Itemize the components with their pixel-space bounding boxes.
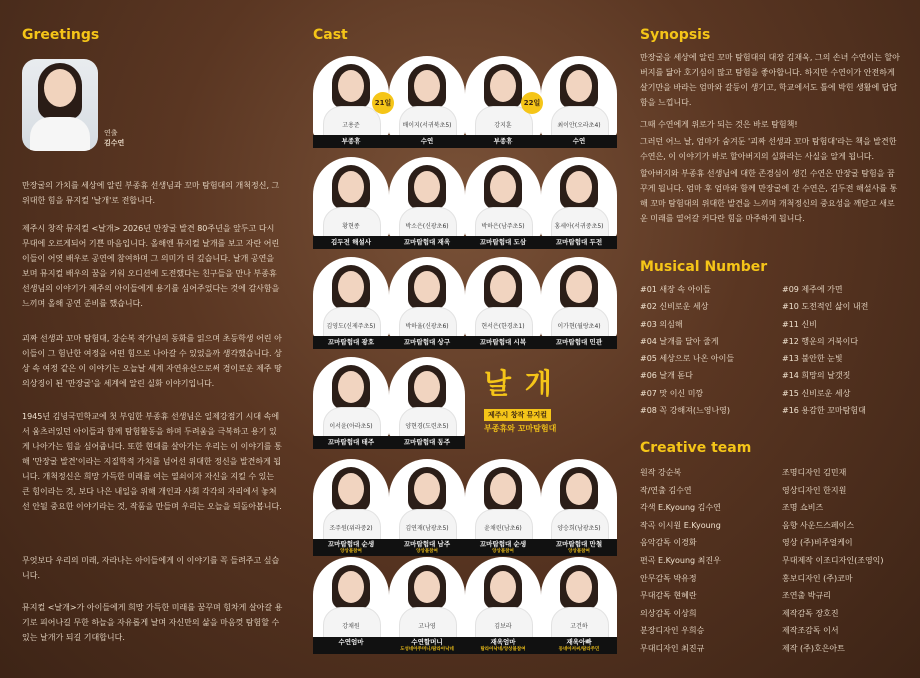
cast-name: 이가현(월랑초4) [557,323,601,330]
cast-card [465,557,541,652]
cast-name: 고건하 [570,623,588,630]
cast-role-label: 꼬마탐험대 태주 [327,438,375,446]
cast-card [465,157,541,249]
musical-number-item: #14 희망의 날갯짓 [782,371,851,381]
cast-card [465,459,541,554]
cast-role-label: 재욱엄마 [490,638,516,646]
cast-role-label: 꼬마탐험대 남주 [403,540,451,548]
cast-role-sub: 앙상블참여 [492,549,514,554]
cast-card [541,257,617,349]
cast-role [389,336,465,349]
creative-team-item: 각색 E.Kyoung 김수연 [640,503,721,513]
synopsis-paragraph: 그러던 어느 날, 엄마가 숨겨둔 '괴짜 선생과 꼬마 탐험대'라는 책을 발견한 수연은, 이 이야기가 바로 할아버지의 실화라는 사실을 알게 됩니다. [640,137,897,161]
musical-number-item: #05 세상으로 나온 아이들 [640,354,735,364]
date-badge-21: 21일 [372,92,394,114]
cast-name: 양승희(남광초5) [557,525,601,532]
creative-team-item: 조명 쇼비즈 [782,503,824,513]
cast-role [313,539,389,556]
cast-role [541,135,617,148]
musical-number-item: #11 신비 [782,319,817,329]
creative-team-item: 홍보디자인 (주)코마 [782,573,853,583]
creative-team-item: 원작 강순복 [640,468,682,477]
musical-number-item: #10 도전적인 삶이 내전 [782,302,869,312]
cast-role [313,436,389,449]
cast-card [313,459,389,554]
creative-team-list-left [640,464,780,658]
cast-name: 박하율(신광초6) [405,323,449,330]
cast-role [389,436,465,449]
synopsis-paragraph: 그때 수연에게 위로가 되는 것은 바로 탐험책! [640,120,798,129]
greeting-paragraph: 뮤지컬 <날개>가 아이들에게 희망 가득한 미래를 꿈꾸며 힘차게 살아갈 용기로 피어나길 무한 하늘을 자유롭게 날며 자신만의 삶을 마음껏 탐험할 수 있는 날개가 되길 기대합니다. [22,603,283,642]
cast-role [465,637,541,654]
cast-name: 박소은(신광초6) [405,223,449,230]
cast-card [389,157,465,249]
cast-card [541,557,617,652]
cast-role [313,336,389,349]
cast-role-sub: 앙상블참여 [568,549,590,554]
musical-number-item: #13 불안한 눈빛 [782,354,843,364]
cast-card [541,157,617,249]
cast-role-label: 부종휴 [341,137,361,145]
cast-role [389,637,465,654]
creative-team-item: 음향 사운드스페이스 [782,520,855,530]
cast-name: 양현경(도련초5) [405,423,449,430]
cast-card [541,56,617,148]
cast-role-label: 부종휴 [493,137,513,145]
logo-line1: 제주시 창작 뮤지컬 [484,409,551,421]
cast-card [541,459,617,554]
cast-role-label: 꼬마탐험대 순생 [479,540,527,548]
cast-card [465,257,541,349]
creative-team-item: 안무감독 박유정 [640,573,697,583]
musical-number-item: #01 새장 속 아이들 [640,285,711,294]
creative-team-item: 영상 (주)비주얼케이 [782,538,853,548]
cast-card [313,157,389,249]
cast-role [541,637,617,654]
creative-team-item: 음악감독 이경화 [640,538,697,548]
cast-role-label: 수연 [420,137,434,145]
cast-role-sub: 앙상블참여 [416,549,438,554]
cast-name: 김연재(남광초5) [405,525,449,532]
cast-name: 홍세아(서귀중초5) [554,223,604,230]
cast-role-label: 꼬마탐험대 동주 [403,438,451,446]
creative-team-item: 분장디자인 우희승 [640,626,705,636]
cast-role-label: 꼬마탐험대 상구 [403,338,451,346]
musical-number-item: #16 용감한 꼬마탐험대 [782,406,866,416]
cast-name: 배이지(서귀북초5) [402,122,452,129]
creative-team-item: 무대디자인 최진규 [640,643,705,653]
cast-role-label: 수연엄마 [338,638,364,646]
cast-role [313,135,389,148]
director-name: 김수연 [104,139,125,147]
greeting-paragraph: 1945년 김녕국민학교에 첫 부임한 부종휴 선생님은 일제강점기 시대 속에서 움츠러있던 아이들과 함께 탐험활동을 하며 두려움을 극복하고 용기 있게 나아가는 힘을 심어줍니다. 또한 현대를 살아가는 우리는 이 이야기를 통해 '만장굴 발견'이라는 지질학적 가치를 넘어선 위대한 정신을 발견하게 됩니다. 개척정신은 희망 가득한 미래를 여는 열쇠이자 자신을 지킬 수 있는 큰 힘이라는 것, 보다 나은 내일을 위해 개인과 사회 각각의 자리에서 놓쳐선 안될 중요한 이야기라는 것, 작품을 만들며 우리는 오늘을 되돌아봅니다. [22,412,282,511]
creative-team-item: 작/연출 김수연 [640,485,692,495]
cast-role-label: 꼬마탐험대 시복 [479,338,527,346]
cast-role [389,236,465,249]
cast-role [313,637,389,654]
cast-role-label: 꼬마탐험대 두전 [555,238,603,246]
musical-number-item: #04 날개를 달아 줄게 [640,336,719,346]
creative-team-item: 제작 (주)호은아트 [782,643,845,653]
musical-number-item: #03 의심해 [640,319,683,329]
cast-role-label: 꼬마탐험대 재욱 [403,238,451,246]
cast-name: 강채원 [342,623,360,630]
creative-team-item: 제작조감독 이서 [782,626,839,636]
cast-role [465,336,541,349]
greeting-paragraph: 만장굴의 가치를 세상에 알린 부종휴 선생님과 꼬마 탐험대의 개척정신, 그 위대한 힘을 뮤지컬 '날개'로 전합니다. [22,181,280,205]
cast-card [389,56,465,148]
cast-name: 김보라 [494,623,512,630]
musical-number-list-left [640,281,780,419]
greeting-paragraph: 제주시 창작 뮤지컬 <날개> 2026년 만장굴 발견 80주년을 앞두고 다시 무대에 오르게되어 기쁜 마음입니다. 올해엔 뮤지컬 날개를 보고 자란 어린이들이 어엿 배우로 공연에 참여하며 그 의미가 더 깊습니다. 날개 공연을 보며 뮤지컬 배우의 꿈을 키워 오디션에 도전했다는 친구들을 만나 부종휴 선생님의 이야기가 제주의 아이들에게 용기를 심어주었다는 것에 감사함을 느끼며 올해 공연 준비를 했습니다. [22,224,280,308]
cast-role-label: 꼬마탐험대 민관 [555,338,603,346]
cast-name: 최이안(오라초4) [557,122,601,129]
synopsis-heading: Synopsis [640,27,711,43]
creative-team-item: 편곡 E.Kyoung 최진우 [640,555,721,565]
creative-team-item: 제작감독 장호진 [782,608,839,618]
cast-heading: Cast [313,27,348,43]
musical-number-heading: Musical Number [640,259,768,275]
creative-team-item: 무대감독 현혜란 [640,591,697,601]
creative-team-item: 영상디자인 한지원 [782,485,847,495]
musical-number-item: #06 날개 돋다 [640,371,693,381]
cast-name: 고나영 [418,623,436,630]
cast-role-sub: 탐라아낙네/앙상블참여 [480,647,526,652]
cast-role [389,539,465,556]
synopsis-paragraph: 만장굴을 세상에 알린 꼬마 탐험대의 대장 김재욱, 그의 손녀 수연이는 할아버지를 닮아 호기심이 많고 탐험을 좋아합니다. 하지만 수연이가 안전하게 살기만을 바라는 엄마와 갈등이 생기고, 학교에서도 틀에 박힌 생활에 답답함을 느낍니다. [640,53,900,107]
cast-role-sub: 동네아저씨/탐라주민 [558,647,600,652]
cast-name: 이서윤(아라초5) [329,423,373,430]
greetings-heading: Greetings [22,27,100,43]
cast-role [465,236,541,249]
cast-name: 윤채린(남초6) [484,525,522,532]
creative-team-item: 조연출 박규리 [782,591,831,601]
creative-team-item: 작곡 이시원 E.Kyoung [640,520,721,530]
cast-role [541,336,617,349]
cast-name: 고용준 [342,122,360,129]
cast-card [389,459,465,554]
cast-card [313,557,389,649]
creative-team-item: 무대제작 이조디자인(조영익) [782,555,884,565]
cast-card [389,357,465,449]
show-logo [484,362,576,432]
cast-card [313,357,389,449]
cast-role-label: 수연 [572,137,586,145]
logo-title: 날 개 [484,367,554,400]
logo-line2: 부종휴와 꼬마탐험대 [484,424,557,433]
cast-role-label: 꼬마탐험대 도삼 [479,238,527,246]
cast-name: 김영도(신제주초5) [326,323,376,330]
cast-name: 강지훈 [494,122,512,129]
cast-role-label: 수연할머니 [411,638,443,646]
cast-role-sub: 도성네아주머니/탐라아낙네 [400,647,454,652]
creative-team-list-right [782,464,912,658]
cast-role-label: 꼬마탐험대 광호 [327,338,375,346]
musical-number-item: #02 신비로운 세상 [640,302,709,312]
musical-number-item: #08 꼭 강해져(느영나영) [640,406,731,416]
musical-number-item: #15 신비로운 세상 [782,388,851,398]
cast-role-label: 꼬마탐험대 순생 [327,540,375,548]
date-badge-22: 22일 [521,92,543,114]
cast-role-label: 재욱아빠 [566,638,592,646]
cast-role [465,539,541,556]
cast-role-sub: 앙상블참여 [340,549,362,554]
cast-name: 현서은(한경초1) [481,323,525,330]
creative-team-item: 의상감독 이상희 [640,608,697,618]
cast-card [389,557,465,652]
cast-role [465,135,541,148]
cast-card [389,257,465,349]
cast-role-label: 김두전 해설사 [331,238,371,246]
musical-number-item: #09 제주에 가면 [782,285,843,294]
musical-number-item: #07 맛 이신 미깡 [640,388,704,398]
cast-name: 박하은(남주초5) [481,223,525,230]
cast-role [313,236,389,249]
greeting-paragraph: 무엇보다 우리의 미래, 자라나는 아이들에게 이 이야기를 꼭 들려주고 싶습니다. [22,556,280,580]
cast-name: 조주원(위라중2) [329,525,373,532]
creative-team-item: 조명디자인 김민재 [782,468,847,477]
cast-name: 황현종 [342,223,360,230]
cast-role [541,236,617,249]
cast-card [313,257,389,349]
musical-number-item: #12 행운의 거북이다 [782,336,859,346]
cast-role [389,135,465,148]
creative-team-heading: Creative team [640,440,752,456]
greeting-paragraph: 괴짜 선생과 꼬마 탐험대, 강순복 작가님의 동화를 읽으며 초등학생 어린 아이들이 그 험난한 여정을 어떤 힘으로 나아갈 수 있었을까 생각했습니다. 상상 속 여정 같은 이 이야기는 오늘날 세계 자연유산으로써 경이로운 제주 땅의상징이 된 '만장굴'을 세계에 알린 실화 이야기입니다. [22,334,282,388]
director-role: 연출 [104,129,118,137]
musical-number-list-right [782,281,912,419]
cast-role-label: 꼬마탐험대 만철 [555,540,603,548]
synopsis-paragraph: 할아버지와 부종휴 선생님에 대한 존경심이 생긴 수연은 만장굴 탐험을 꿈꾸게 됩니다. 엄마 후 엄마와 함께 만장굴에 간 수연은, 김두전 해설사를 통해 꼬마 탐험대의 위대한 발견을 느끼며 개척정신의 중요성을 깨닫고 새로운 미래를 열어갈 커다란 힘을 마주하게 됩니다. [640,169,898,223]
cast-role [541,539,617,556]
